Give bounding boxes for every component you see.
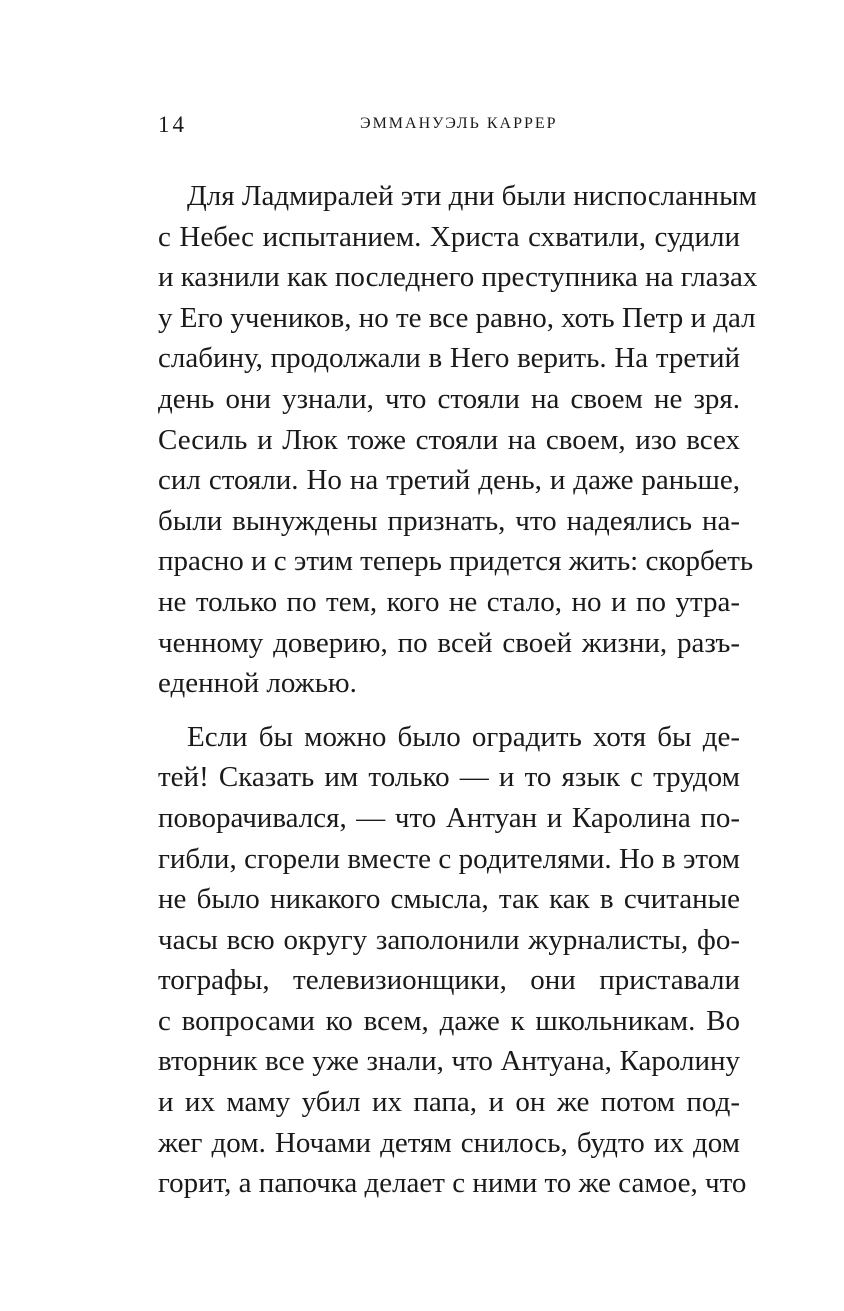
running-header [158,112,740,142]
text-line: вторник все уже знали, что Антуана, Каролину [158,1045,740,1078]
text-line: слабину, продолжали в Него верить. На третий [158,342,740,375]
text-line: день они узнали, что стояли на своем не зря. [158,382,740,415]
running-title-author: ЭММАНУЭЛЬ КАРРЕР [360,115,558,132]
text-line: прасно и с этим теперь придется жить: скорбеть [158,545,754,578]
text-line: были вынуждены признать, что надеялись на- [158,504,740,537]
text-line: сил стояли. Но на третий день, и даже раньше, [158,464,740,497]
text-line: не было никакого смысла, так как в считаные [158,883,740,916]
text-line: ченному доверию, по всей своей жизни, разъ- [158,626,740,659]
text-line: часы всю округу заполонили журналисты, фо- [158,923,740,956]
text-line: горит, а папочка делает с ними то же самое, что [158,1167,747,1200]
text-line: жег дом. Ночами детям снилось, будто их дом [158,1126,740,1159]
text-line: Если бы можно было оградить хотя бы де- [187,720,740,753]
text-line: тографы, телевизионщики, они приставали [158,964,740,997]
text-line: и их маму убил их папа, и он же потом под- [158,1086,740,1119]
text-line: поворачивался, — что Антуан и Каролина по- [158,801,740,834]
text-line: еденной ложью. [158,667,357,700]
text-line: у Его учеников, но те все равно, хоть Петр и дал [158,301,756,334]
text-line: гибли, сгорели вместе с родителями. Но в этом [158,842,740,875]
text-line: и казнили как последнего преступника на глазах [158,261,758,294]
text-line: тей! Сказать им только — и то язык с трудом [158,761,740,794]
text-line: с Небес испытанием. Христа схватили, судили [158,220,740,253]
page-number: 14 [158,112,187,137]
body-text [158,176,758,1204]
paragraph [158,717,747,1204]
text-line: Для Ладмиралей эти дни были ниспосланным [187,180,757,212]
paragraph [158,176,758,704]
text-line: Сесиль и Люк тоже стояли на своем, изо всех [158,423,740,456]
text-line: с вопросами ко всем, даже к школьникам. Во [158,1004,740,1037]
text-line: не только по тем, кого не стало, но и по утра- [158,585,740,618]
